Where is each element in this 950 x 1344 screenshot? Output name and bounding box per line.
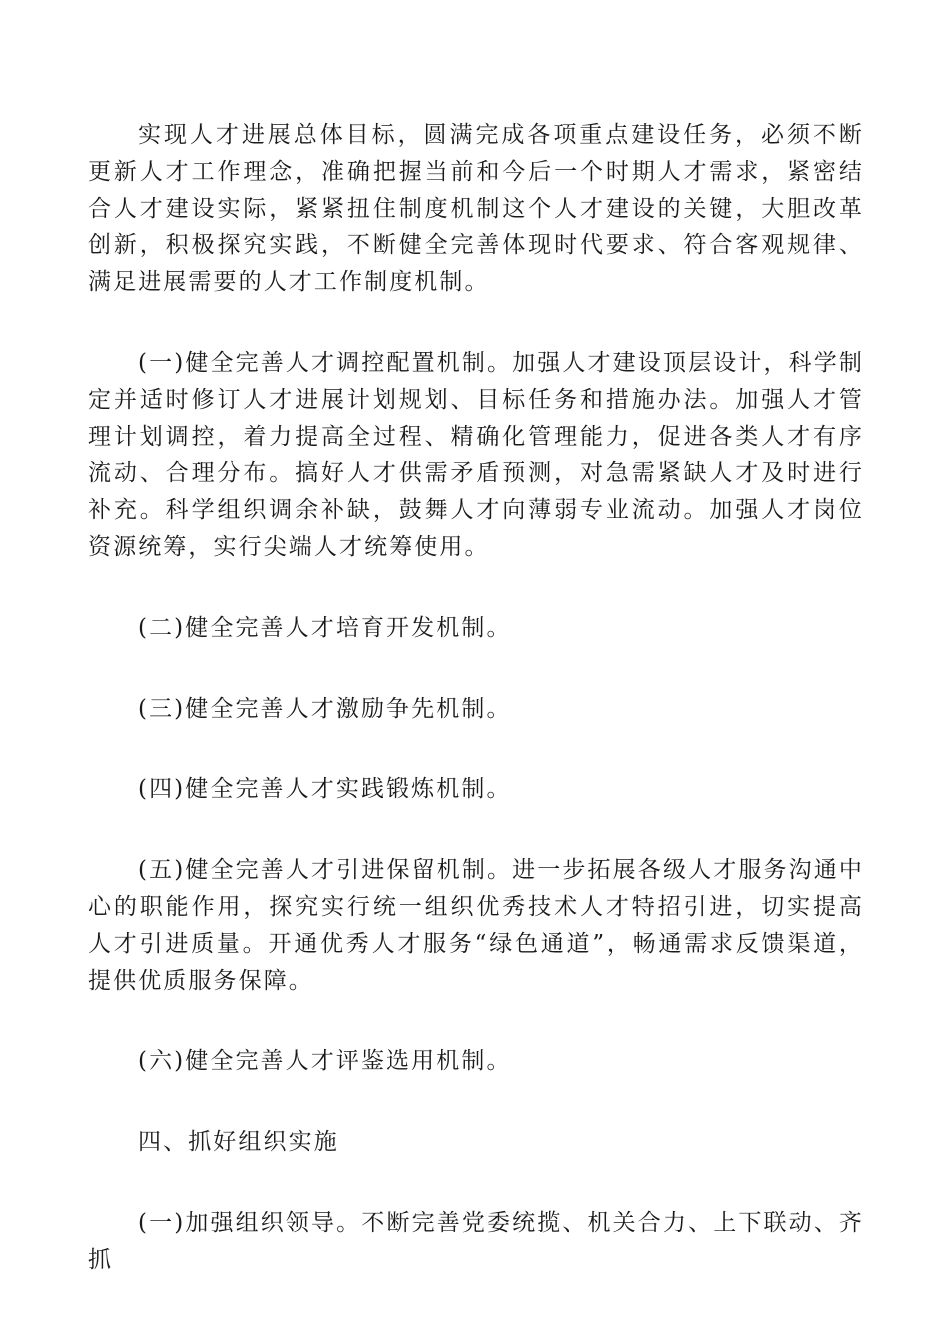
paragraph-section-4: (四)健全完善人才实践锻炼机制。 bbox=[138, 776, 512, 803]
paragraph-intro: 实现人才进展总体目标，圆满完成各项重点建设任务，必须不断更新人才工作理念，准确把握当前和今后一个时期人才需求，紧密结合人才建设实际，紧紧扭住制度机制这个人才建设的关键，大胆改革创新，积极探究实践，不断健全完善体现时代要求、符合客观规律、满足进展需要的人才工作制度机制。 bbox=[88, 122, 864, 296]
paragraph-part-4-item-1: (一)加强组织领导。不断完善党委统揽、机关合力、上下联动、齐抓 bbox=[88, 1209, 864, 1273]
paragraph-section-3: (三)健全完善人才激励争先机制。 bbox=[138, 695, 512, 722]
paragraph-section-5: (五)健全完善人才引进保留机制。进一步拓展各级人才服务沟通中心的职能作用，探究实行统一组织优秀技术人才特招引进，切实提高人才引进质量。开通优秀人才服务“绿色通道”，畅通需求反馈渠道，提供优质服务保障。 bbox=[88, 857, 864, 994]
paragraph-section-6: (六)健全完善人才评鉴选用机制。 bbox=[138, 1048, 512, 1075]
heading-part-4: 四、抓好组织实施 bbox=[138, 1129, 339, 1156]
paragraph-section-1: (一)健全完善人才调控配置机制。加强人才建设顶层设计，科学制定并适时修订人才进展计划规划、目标任务和措施办法。加强人才管理计划调控，着力提高全过程、精确化管理能力，促进各类人才有序流动、合理分布。搞好人才供需矛盾预测，对急需紧缺人才及时进行补充。科学组织调余补缺，鼓舞人才向薄弱专业流动。加强人才岗位资源统筹，实行尖端人才统筹使用。 bbox=[88, 349, 864, 560]
paragraph-section-2: (二)健全完善人才培育开发机制。 bbox=[138, 614, 512, 641]
document-body bbox=[88, 117, 864, 1323]
